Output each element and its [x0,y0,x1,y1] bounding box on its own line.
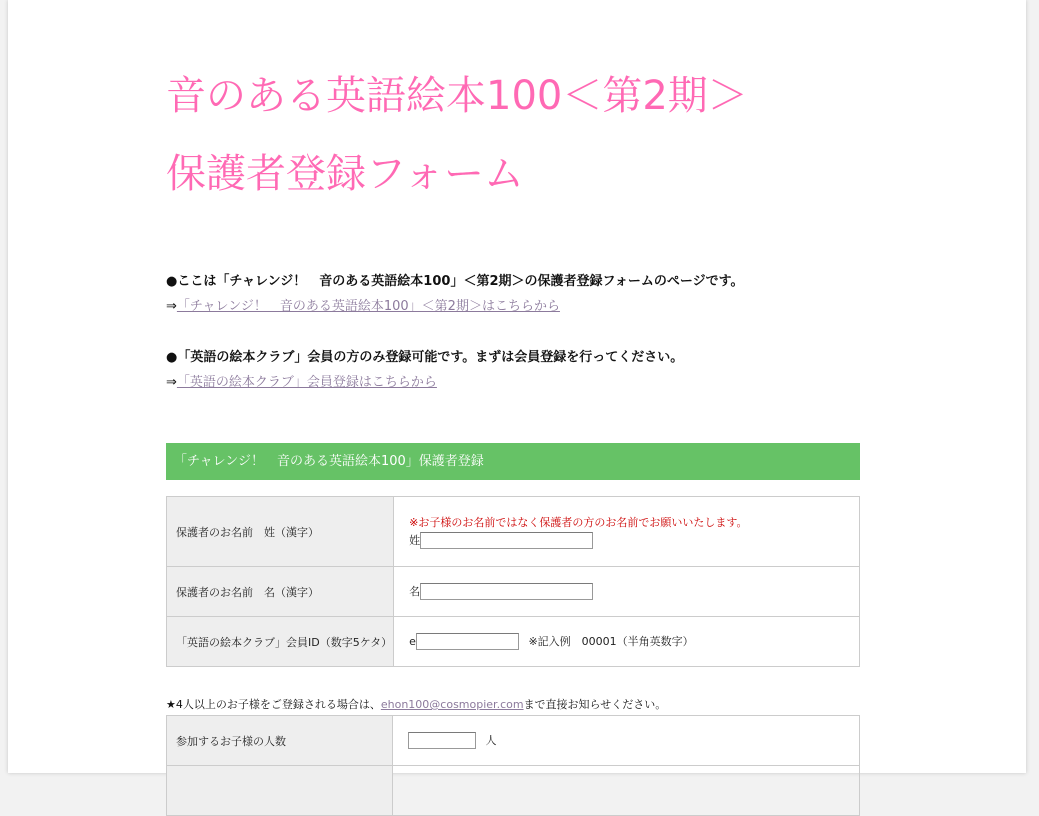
parent-name-note: ※お子様のお名前ではなく保護者の方のお名前でお願いいたします。 [409,515,748,529]
contact-email-link[interactable]: ehon100@cosmopier.com [380,698,524,711]
page-title [166,0,860,213]
section-header: 「チャレンジ！ 音のある英語絵本100」保護者登録 [166,443,860,480]
challenge-link[interactable]: 「チャレンジ！ 音のある英語絵本100」＜第2期＞はこちらから [176,299,560,314]
page-container [8,0,1026,773]
member-id-label: 「英語の絵本クラブ」会員ID（数字5ケタ） [167,617,394,667]
page-title-line2: 保護者登録フォーム [166,151,524,197]
member-id-example: ※記入例 00001（半角英数字） [528,634,694,648]
first-name-cell [394,567,860,617]
page-title-line1: 音のある英語絵本100＜第2期＞ [166,73,748,119]
first-name-label: 保護者のお名前 名（漢字） [167,567,394,617]
first-name-input[interactable] [420,583,593,600]
children-count-input[interactable] [408,732,476,749]
next-row-label [167,766,393,816]
last-name-prefix: 姓 [409,533,421,547]
children-count-unit: 人 [485,733,497,747]
member-id-prefix: e [409,634,416,648]
first-name-prefix: 名 [409,584,421,598]
last-name-input[interactable] [420,532,593,549]
table-row [167,617,860,667]
member-id-input[interactable] [416,633,519,650]
table-row [167,716,860,766]
main-content [166,0,860,816]
children-count-cell [393,716,860,766]
club-registration-link[interactable]: 「英語の絵本クラブ」会員登録はこちらから [176,375,437,390]
last-name-label: 保護者のお名前 姓（漢字） [167,497,394,567]
last-name-cell [394,497,860,567]
intro-link-row-2 [166,370,860,395]
member-id-cell [394,617,860,667]
children-count-label: 参加するお子様の人数 [167,716,393,766]
intro-section [166,269,860,395]
table-row [167,497,860,567]
spacer [166,319,860,345]
children-note-suffix: まで直接お知らせください。 [523,698,667,711]
intro-text-1: ●ここは「チャレンジ！ 音のある英語絵本100」＜第2期＞の保護者登録フォームのページです。 [166,274,744,289]
children-note [166,696,860,714]
intro-text-2: ●「英語の絵本クラブ」会員の方のみ登録可能です。まずは会員登録を行ってください。 [166,350,684,365]
children-note-prefix: ★4人以上のお子様をご登録される場合は、 [166,698,381,711]
table-row [167,567,860,617]
arrow-prefix: ⇒ [166,375,177,390]
intro-link-row-1 [166,294,860,319]
table-row [167,766,860,816]
children-form-table [166,715,860,816]
arrow-prefix: ⇒ [166,299,177,314]
registration-form-table [166,496,860,667]
next-row-cell [393,766,860,816]
